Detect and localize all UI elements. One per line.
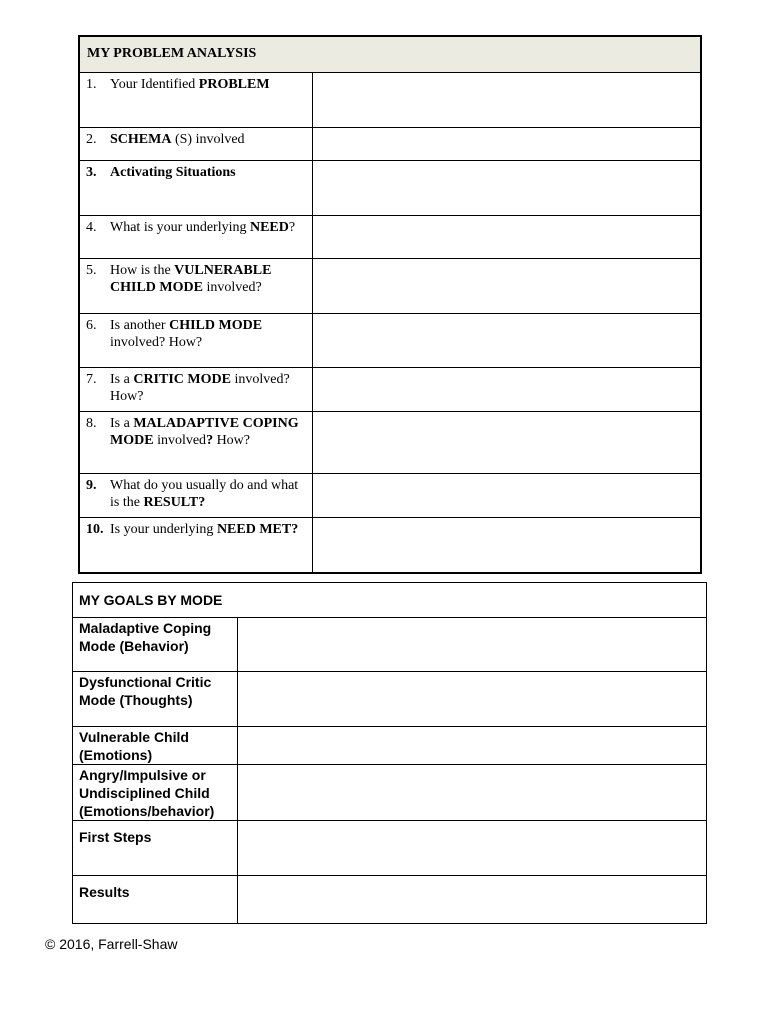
question-cell (79, 258, 312, 313)
question-number: 8. (86, 415, 97, 431)
goal-label: Vulnerable Child (Emotions) (73, 727, 238, 765)
answer-cell[interactable] (312, 473, 701, 517)
answer-cell[interactable] (312, 215, 701, 258)
answer-cell[interactable] (312, 367, 701, 411)
table-row (73, 876, 707, 924)
goal-answer-cell[interactable] (238, 727, 707, 765)
problem-analysis-table (78, 35, 702, 574)
answer-cell[interactable] (312, 411, 701, 473)
question-cell (79, 72, 312, 127)
question-text: What do you usually do and what is the RESULT? (110, 477, 299, 510)
goal-label: Maladaptive Coping Mode (Behavior) (73, 618, 238, 672)
question-cell (79, 160, 312, 215)
question-text: Is your underlying NEED MET? (110, 521, 299, 537)
table-row (73, 727, 707, 765)
question-text: What is your underlying NEED? (110, 219, 296, 235)
question-cell (79, 411, 312, 473)
answer-cell[interactable] (312, 313, 701, 367)
goal-label: Results (73, 876, 238, 924)
goal-answer-cell[interactable] (238, 821, 707, 876)
question-cell (79, 367, 312, 411)
table-row (73, 618, 707, 672)
question-number: 1. (86, 76, 97, 92)
question-number: 2. (86, 131, 97, 147)
question-number: 7. (86, 371, 97, 387)
question-number: 9. (86, 477, 97, 493)
table-row (79, 258, 701, 313)
goal-answer-cell[interactable] (238, 618, 707, 672)
question-number: 5. (86, 262, 97, 278)
question-cell (79, 127, 312, 160)
table-row (79, 367, 701, 411)
goal-label: Angry/Impulsive or Undisciplined Child (Emotions/behavior) (73, 765, 238, 821)
question-text: Activating Situations (110, 164, 236, 180)
question-number: 6. (86, 317, 97, 333)
question-cell (79, 313, 312, 367)
answer-cell[interactable] (312, 127, 701, 160)
question-text: SCHEMA (S) involved (110, 131, 245, 147)
question-cell (79, 215, 312, 258)
question-text: Is a MALADAPTIVE COPING MODE involved? How? (110, 415, 299, 448)
table-row (79, 473, 701, 517)
question-text: How is the VULNERABLE CHILD MODE involved? (110, 262, 272, 295)
table-row (73, 765, 707, 821)
question-cell (79, 517, 312, 573)
goal-answer-cell[interactable] (238, 876, 707, 924)
table-row (79, 215, 701, 258)
table-row (79, 313, 701, 367)
answer-cell[interactable] (312, 72, 701, 127)
table-row (73, 672, 707, 727)
answer-cell[interactable] (312, 160, 701, 215)
question-text: Is another CHILD MODE involved? How? (110, 317, 263, 350)
question-number: 10. (86, 521, 104, 537)
goal-label: First Steps (73, 821, 238, 876)
goals-by-mode-table (72, 582, 707, 924)
problem-analysis-title: MY PROBLEM ANALYSIS (79, 36, 701, 72)
question-text: Your Identified PROBLEM (110, 76, 270, 92)
table-row (79, 72, 701, 127)
table-row (79, 411, 701, 473)
goals-by-mode-title: MY GOALS BY MODE (73, 583, 707, 618)
question-cell (79, 473, 312, 517)
table-row (73, 821, 707, 876)
question-number: 3. (86, 164, 97, 180)
copyright-footer: © 2016, Farrell-Shaw (45, 936, 178, 952)
table-row (79, 517, 701, 573)
table-row (79, 160, 701, 215)
question-number: 4. (86, 219, 97, 235)
answer-cell[interactable] (312, 517, 701, 573)
goal-label: Dysfunctional Critic Mode (Thoughts) (73, 672, 238, 727)
goal-answer-cell[interactable] (238, 672, 707, 727)
question-text: Is a CRITIC MODE involved? How? (110, 371, 290, 404)
answer-cell[interactable] (312, 258, 701, 313)
goal-answer-cell[interactable] (238, 765, 707, 821)
table-row (79, 127, 701, 160)
